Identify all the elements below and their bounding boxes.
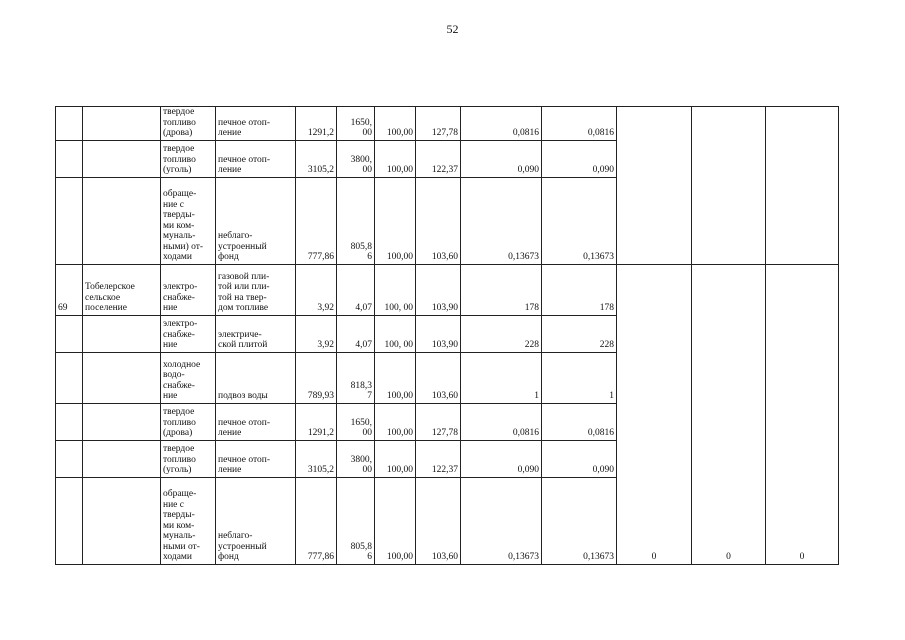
value-cell: 103,60 <box>416 177 461 264</box>
value-cell: 3,92 <box>296 315 337 352</box>
service-cell: электро- снабже- ние <box>161 315 216 352</box>
value-cell: 3800, 00 <box>337 140 375 177</box>
value-cell: 100,00 <box>375 140 416 177</box>
summary-value-cell: 0 <box>766 264 839 564</box>
row-number-cell <box>56 352 83 403</box>
service-cell: твердое топливо (уголь) <box>161 140 216 177</box>
service-cell: холодное водо- снабже- ние <box>161 352 216 403</box>
value-cell: 0,0816 <box>461 107 542 141</box>
empty-cell <box>692 107 766 265</box>
value-cell: 0,13673 <box>461 477 542 564</box>
value-cell: 100,00 <box>375 177 416 264</box>
value-cell: 178 <box>461 264 542 315</box>
summary-value-cell: 0 <box>692 264 766 564</box>
value-cell: 228 <box>542 315 617 352</box>
value-cell: 1650, 00 <box>337 107 375 141</box>
value-cell: 0,0816 <box>461 403 542 440</box>
value-cell: 103,60 <box>416 477 461 564</box>
value-cell: 0,090 <box>542 140 617 177</box>
value-cell: 3800, 00 <box>337 440 375 477</box>
settlement-cell: Тобелерское сельское поселение <box>83 264 161 315</box>
value-cell: 0,13673 <box>542 177 617 264</box>
settlement-cell <box>83 177 161 264</box>
kind-cell: печное отоп- ление <box>216 403 296 440</box>
kind-cell: подвоз воды <box>216 352 296 403</box>
settlement-cell <box>83 352 161 403</box>
value-cell: 178 <box>542 264 617 315</box>
value-cell: 100,00 <box>375 440 416 477</box>
service-cell: обраще- ние с тверды- ми ком- муналь- ными) от- ходами <box>161 177 216 264</box>
value-cell: 1650, 00 <box>337 403 375 440</box>
row-number-cell <box>56 477 83 564</box>
settlement-cell <box>83 440 161 477</box>
value-cell: 0,090 <box>461 140 542 177</box>
value-cell: 805,8 6 <box>337 477 375 564</box>
settlement-cell <box>83 107 161 141</box>
value-cell: 3105,2 <box>296 140 337 177</box>
value-cell: 127,78 <box>416 107 461 141</box>
value-cell: 1291,2 <box>296 107 337 141</box>
value-cell: 789,93 <box>296 352 337 403</box>
value-cell: 100,00 <box>375 477 416 564</box>
value-cell: 0,0816 <box>542 403 617 440</box>
row-number-cell <box>56 315 83 352</box>
value-cell: 0,13673 <box>461 177 542 264</box>
value-cell: 122,37 <box>416 440 461 477</box>
page-number: 52 <box>446 22 459 36</box>
summary-value-cell: 0 <box>617 264 692 564</box>
kind-cell: неблаго- устроенный фонд <box>216 477 296 564</box>
row-number-cell <box>56 140 83 177</box>
service-cell: твердое топливо (уголь) <box>161 440 216 477</box>
value-cell: 0,0816 <box>542 107 617 141</box>
value-cell: 818,3 7 <box>337 352 375 403</box>
settlement-cell <box>83 477 161 564</box>
empty-cell <box>766 107 839 265</box>
value-cell: 4,07 <box>337 264 375 315</box>
value-cell: 0,090 <box>542 440 617 477</box>
kind-cell: печное отоп- ление <box>216 440 296 477</box>
value-cell: 228 <box>461 315 542 352</box>
table-row <box>56 264 839 315</box>
value-cell: 103,90 <box>416 315 461 352</box>
value-cell: 0,13673 <box>542 477 617 564</box>
empty-cell <box>617 107 692 265</box>
value-cell: 100,00 <box>375 403 416 440</box>
kind-cell: печное отоп- ление <box>216 107 296 141</box>
value-cell: 100,00 <box>375 352 416 403</box>
row-number-cell <box>56 177 83 264</box>
value-cell: 103,60 <box>416 352 461 403</box>
value-cell: 100, 00 <box>375 264 416 315</box>
kind-cell: печное отоп- ление <box>216 140 296 177</box>
settlement-cell <box>83 140 161 177</box>
value-cell: 3,92 <box>296 264 337 315</box>
value-cell: 100,00 <box>375 107 416 141</box>
settlement-cell <box>83 315 161 352</box>
value-cell: 777,86 <box>296 477 337 564</box>
kind-cell: газовой пли- той или пли- той на твер- дом топливе <box>216 264 296 315</box>
service-cell: электро- снабже- ние <box>161 264 216 315</box>
value-cell: 4,07 <box>337 315 375 352</box>
row-number-cell <box>56 107 83 141</box>
kind-cell: неблаго- устроенный фонд <box>216 177 296 264</box>
row-number-cell: 69 <box>56 264 83 315</box>
value-cell: 1 <box>461 352 542 403</box>
row-number-cell <box>56 403 83 440</box>
table-row <box>56 107 839 141</box>
service-cell: обраще- ние с тверды- ми ком- муналь- ными от- ходами <box>161 477 216 564</box>
kind-cell: электриче- ской плитой <box>216 315 296 352</box>
value-cell: 100, 00 <box>375 315 416 352</box>
service-cell: твердое топливо (дрова) <box>161 107 216 141</box>
value-cell: 777,86 <box>296 177 337 264</box>
row-number-cell <box>56 440 83 477</box>
value-cell: 0,090 <box>461 440 542 477</box>
tariff-table <box>55 106 839 565</box>
value-cell: 127,78 <box>416 403 461 440</box>
service-cell: твердое топливо (дрова) <box>161 403 216 440</box>
value-cell: 103,90 <box>416 264 461 315</box>
settlement-cell <box>83 403 161 440</box>
value-cell: 805,8 6 <box>337 177 375 264</box>
value-cell: 1 <box>542 352 617 403</box>
value-cell: 1291,2 <box>296 403 337 440</box>
value-cell: 122,37 <box>416 140 461 177</box>
value-cell: 3105,2 <box>296 440 337 477</box>
